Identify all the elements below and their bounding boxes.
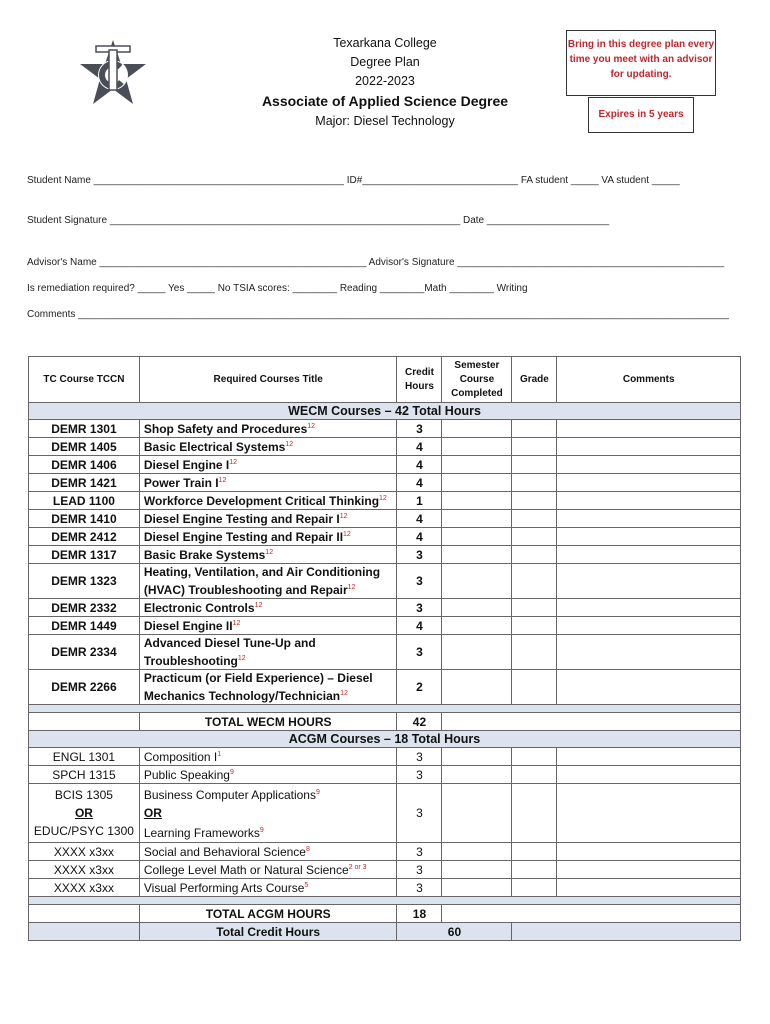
section-gap: [29, 897, 741, 905]
credit-hours: 3: [397, 879, 442, 897]
college-name: Texarkana College: [333, 36, 437, 50]
course-title: Heating, Ventilation, and Air Conditioning (HVAC) Troubleshooting and Repair: [143, 565, 381, 597]
credit-hours: 3: [397, 635, 442, 670]
header-tccn: TC Course TCCN: [29, 357, 140, 403]
wecm-section-title: WECM Courses – 42 Total Hours: [29, 403, 741, 420]
advisor-note: Bring in this degree plan every time you meet with an advisor for updating.: [566, 30, 716, 96]
course-title: Social and Behavioral Science: [143, 844, 306, 859]
semester-cell[interactable]: [442, 438, 512, 456]
semester-cell[interactable]: [442, 510, 512, 528]
credit-hours: 2: [397, 670, 442, 705]
course-row: [29, 766, 741, 784]
grade-cell[interactable]: [512, 861, 557, 879]
grand-total-hours: 60: [397, 923, 512, 941]
semester-cell[interactable]: [442, 546, 512, 564]
semester-cell[interactable]: [442, 599, 512, 617]
course-title: Diesel Engine Testing and Repair I: [143, 511, 340, 526]
comments-cell[interactable]: [557, 510, 741, 528]
credit-hours: 3: [397, 748, 442, 766]
credit-hours: 3: [397, 843, 442, 861]
semester-cell[interactable]: [442, 784, 512, 843]
credit-hours: 3: [397, 861, 442, 879]
course-code: XXXX x3xx: [29, 861, 140, 879]
semester-cell[interactable]: [442, 528, 512, 546]
course-code: ENGL 1301: [29, 748, 140, 766]
remediation-line[interactable]: Is remediation required? _____ Yes _____ No TSIA scores: ________ Reading ________Math ________ Writing: [27, 283, 528, 294]
semester-cell[interactable]: [442, 420, 512, 438]
comments-line[interactable]: Comments _____________________________________________________________________________________________________________________: [27, 309, 729, 320]
comments-cell[interactable]: [557, 438, 741, 456]
course-code: XXXX x3xx: [29, 879, 140, 897]
acgm-section-title: ACGM Courses – 18 Total Hours: [29, 731, 741, 748]
plan-year: 2022-2023: [355, 74, 415, 88]
course-code: DEMR 2412: [29, 528, 140, 546]
grade-cell[interactable]: [512, 474, 557, 492]
footnote-marker: 9: [259, 827, 264, 834]
course-title: Diesel Engine II: [143, 618, 233, 633]
course-title-cell: [139, 617, 397, 635]
grade-cell[interactable]: [512, 843, 557, 861]
grade-cell[interactable]: [512, 784, 557, 843]
footnote-marker: 8: [305, 845, 310, 853]
semester-cell[interactable]: [442, 564, 512, 599]
course-code: DEMR 2332: [29, 599, 140, 617]
grade-cell[interactable]: [512, 617, 557, 635]
wecm-total-hours: 42: [397, 713, 442, 731]
course-code: LEAD 1100: [29, 492, 140, 510]
grade-cell[interactable]: [512, 420, 557, 438]
footnote-marker: 12: [347, 584, 356, 591]
footnote-marker: 12: [237, 655, 246, 662]
course-title-cell: [139, 748, 397, 766]
footnote-marker: 12: [307, 422, 316, 430]
footnote-marker: 12: [218, 476, 227, 484]
course-row: [29, 546, 741, 564]
choice-codes: [29, 784, 140, 843]
credit-hours: 3: [397, 420, 442, 438]
course-row: [29, 528, 741, 546]
course-title-cell: [139, 510, 397, 528]
course-code: DEMR 1405: [29, 438, 140, 456]
course-title: Diesel Engine Testing and Repair II: [143, 529, 344, 544]
course-code: DEMR 1317: [29, 546, 140, 564]
course-title-cell: [139, 420, 397, 438]
grade-cell[interactable]: [512, 456, 557, 474]
header-title: Required Courses Title: [139, 357, 397, 403]
student-signature-line[interactable]: Student Signature _______________________________________________________________ Date ______________________: [27, 215, 610, 226]
credit-hours: 4: [397, 438, 442, 456]
credit-hours: 3: [397, 784, 442, 843]
course-row: [29, 748, 741, 766]
comments-cell[interactable]: [557, 564, 741, 599]
course-title-cell: [139, 528, 397, 546]
semester-cell[interactable]: [442, 617, 512, 635]
semester-cell[interactable]: [442, 748, 512, 766]
semester-cell[interactable]: [442, 635, 512, 670]
footnote-marker: 12: [285, 440, 294, 448]
course-code: DEMR 1410: [29, 510, 140, 528]
expiry-note: Expires in 5 years: [588, 97, 694, 133]
credit-hours: 3: [397, 766, 442, 784]
comments-cell[interactable]: [557, 474, 741, 492]
comments-cell[interactable]: [557, 784, 741, 843]
course-title-cell: [139, 843, 397, 861]
credit-hours: 3: [397, 546, 442, 564]
grade-cell[interactable]: [512, 635, 557, 670]
semester-cell[interactable]: [442, 492, 512, 510]
grade-cell[interactable]: [512, 528, 557, 546]
header-credit: Credit Hours: [397, 357, 442, 403]
wecm-total-label: TOTAL WECM HOURS: [139, 713, 397, 731]
footnote-marker: 12: [254, 601, 263, 609]
course-title: Diesel Engine I: [143, 457, 230, 472]
document-header: [230, 34, 540, 131]
course-title: Basic Brake Systems: [143, 547, 266, 562]
comments-cell[interactable]: [557, 861, 741, 879]
acgm-total-label: TOTAL ACGM HOURS: [139, 905, 397, 923]
course-title-cell: [139, 492, 397, 510]
grade-cell[interactable]: [512, 599, 557, 617]
course-row: [29, 617, 741, 635]
course-code: XXXX x3xx: [29, 843, 140, 861]
comments-cell[interactable]: [557, 617, 741, 635]
comments-cell[interactable]: [557, 528, 741, 546]
course-title-cell: [139, 879, 397, 897]
course-code: SPCH 1315: [29, 766, 140, 784]
footnote-marker: 1: [217, 750, 222, 758]
course-code: DEMR 1406: [29, 456, 140, 474]
semester-cell[interactable]: [442, 861, 512, 879]
comments-cell[interactable]: [557, 843, 741, 861]
student-name-line[interactable]: Student Name _____________________________________________ ID#____________________________ FA student _____ VA student _____: [27, 175, 680, 186]
course-title-cell: [139, 635, 397, 670]
choice-titles: [139, 784, 397, 843]
course-title-cell: [139, 546, 397, 564]
major-title: Major: Diesel Technology: [315, 114, 455, 128]
credit-hours: 4: [397, 528, 442, 546]
comments-cell[interactable]: [557, 635, 741, 670]
semester-cell[interactable]: [442, 879, 512, 897]
footnote-marker: 12: [339, 512, 348, 520]
course-row: [29, 420, 741, 438]
course-title-cell: [139, 456, 397, 474]
course-row: [29, 879, 741, 897]
course-row: [29, 843, 741, 861]
course-row: [29, 474, 741, 492]
grade-cell[interactable]: [512, 879, 557, 897]
or-label: OR: [74, 806, 93, 820]
footnote-marker: 12: [340, 690, 348, 697]
course-title-cell: [139, 766, 397, 784]
course-title: Electronic Controls: [143, 600, 255, 615]
grade-cell[interactable]: [512, 670, 557, 705]
grade-cell[interactable]: [512, 510, 557, 528]
course-title-cell: [139, 599, 397, 617]
credit-hours: 4: [397, 474, 442, 492]
course-code: DEMR 1421: [29, 474, 140, 492]
semester-cell[interactable]: [442, 456, 512, 474]
grade-cell[interactable]: [512, 564, 557, 599]
credit-hours: 3: [397, 564, 442, 599]
course-row: [29, 438, 741, 456]
degree-title: Associate of Applied Science Degree: [261, 93, 509, 109]
college-logo: [78, 38, 148, 110]
course-title-cell: [139, 474, 397, 492]
semester-cell[interactable]: [442, 474, 512, 492]
comments-cell[interactable]: [557, 748, 741, 766]
course-title: Business Computer Applications: [143, 788, 316, 802]
course-title-cell: [139, 670, 397, 705]
grand-total-label: Total Credit Hours: [139, 923, 397, 941]
course-code: DEMR 1323: [29, 564, 140, 599]
course-row: [29, 670, 741, 705]
degree-plan-table: [28, 356, 741, 941]
course-title: College Level Math or Natural Science: [143, 862, 349, 877]
course-code: DEMR 2334: [29, 635, 140, 670]
comments-cell[interactable]: [557, 599, 741, 617]
comments-cell[interactable]: [557, 492, 741, 510]
comments-cell[interactable]: [557, 420, 741, 438]
course-title: Advanced Diesel Tune-Up and Troubleshooting: [143, 636, 316, 668]
comments-cell[interactable]: [557, 546, 741, 564]
course-code: DEMR 1449: [29, 617, 140, 635]
grade-cell[interactable]: [512, 546, 557, 564]
acgm-total-hours: 18: [397, 905, 442, 923]
doc-type: Degree Plan: [350, 55, 420, 69]
semester-cell[interactable]: [442, 766, 512, 784]
semester-cell[interactable]: [442, 670, 512, 705]
footnote-marker: 12: [229, 458, 238, 466]
credit-hours: 4: [397, 510, 442, 528]
header-grade: Grade: [512, 357, 557, 403]
footnote-marker: 12: [232, 619, 241, 627]
course-row: [29, 861, 741, 879]
course-title: Composition I: [143, 749, 218, 764]
course-title: Power Train I: [143, 475, 219, 490]
comments-cell[interactable]: [557, 456, 741, 474]
credit-hours: 3: [397, 599, 442, 617]
footnote-marker: 12: [343, 530, 351, 538]
course-row: [29, 456, 741, 474]
course-title: Shop Safety and Procedures: [143, 421, 308, 436]
credit-hours: 1: [397, 492, 442, 510]
footnote-marker: 12: [379, 494, 387, 502]
course-title: Public Speaking: [143, 767, 230, 782]
course-title-cell: [139, 564, 397, 599]
course-code: BCIS 1305: [54, 788, 113, 802]
advisor-line[interactable]: Advisor's Name ________________________________________________ Advisor's Signature ________________________________________________: [27, 257, 725, 268]
footnote-marker: 12: [265, 548, 274, 556]
header-semester: Semester Course Completed: [442, 357, 512, 403]
footnote-marker: 9: [315, 789, 320, 796]
footnote-marker: 5: [304, 881, 309, 889]
grade-cell[interactable]: [512, 766, 557, 784]
course-title-cell: [139, 861, 397, 879]
comments-cell[interactable]: [557, 670, 741, 705]
course-row: [29, 564, 741, 599]
semester-cell[interactable]: [442, 843, 512, 861]
course-title: Workforce Development Critical Thinking: [143, 493, 380, 508]
course-title: Learning Frameworks: [143, 826, 260, 840]
or-label: OR: [143, 806, 162, 820]
grade-cell[interactable]: [512, 492, 557, 510]
grade-cell[interactable]: [512, 438, 557, 456]
course-code: DEMR 2266: [29, 670, 140, 705]
course-row: [29, 599, 741, 617]
section-gap: [29, 705, 741, 713]
credit-hours: 4: [397, 456, 442, 474]
course-title: Visual Performing Arts Course: [143, 880, 305, 895]
footnote-marker: 2 or 3: [348, 863, 367, 871]
credit-hours: 4: [397, 617, 442, 635]
course-row: [29, 510, 741, 528]
header-comments: Comments: [557, 357, 741, 403]
course-row: [29, 492, 741, 510]
course-title-cell: [139, 438, 397, 456]
course-code: DEMR 1301: [29, 420, 140, 438]
course-code: EDUC/PSYC 1300: [33, 824, 134, 838]
footnote-marker: 9: [229, 768, 234, 776]
comments-cell[interactable]: [557, 879, 741, 897]
course-row: [29, 635, 741, 670]
course-title: Basic Electrical Systems: [143, 439, 286, 454]
comments-cell[interactable]: [557, 766, 741, 784]
choice-row: [29, 784, 741, 843]
grade-cell[interactable]: [512, 748, 557, 766]
course-title: Practicum (or Field Experience) – Diesel Mechanics Technology/Technician: [143, 671, 373, 703]
